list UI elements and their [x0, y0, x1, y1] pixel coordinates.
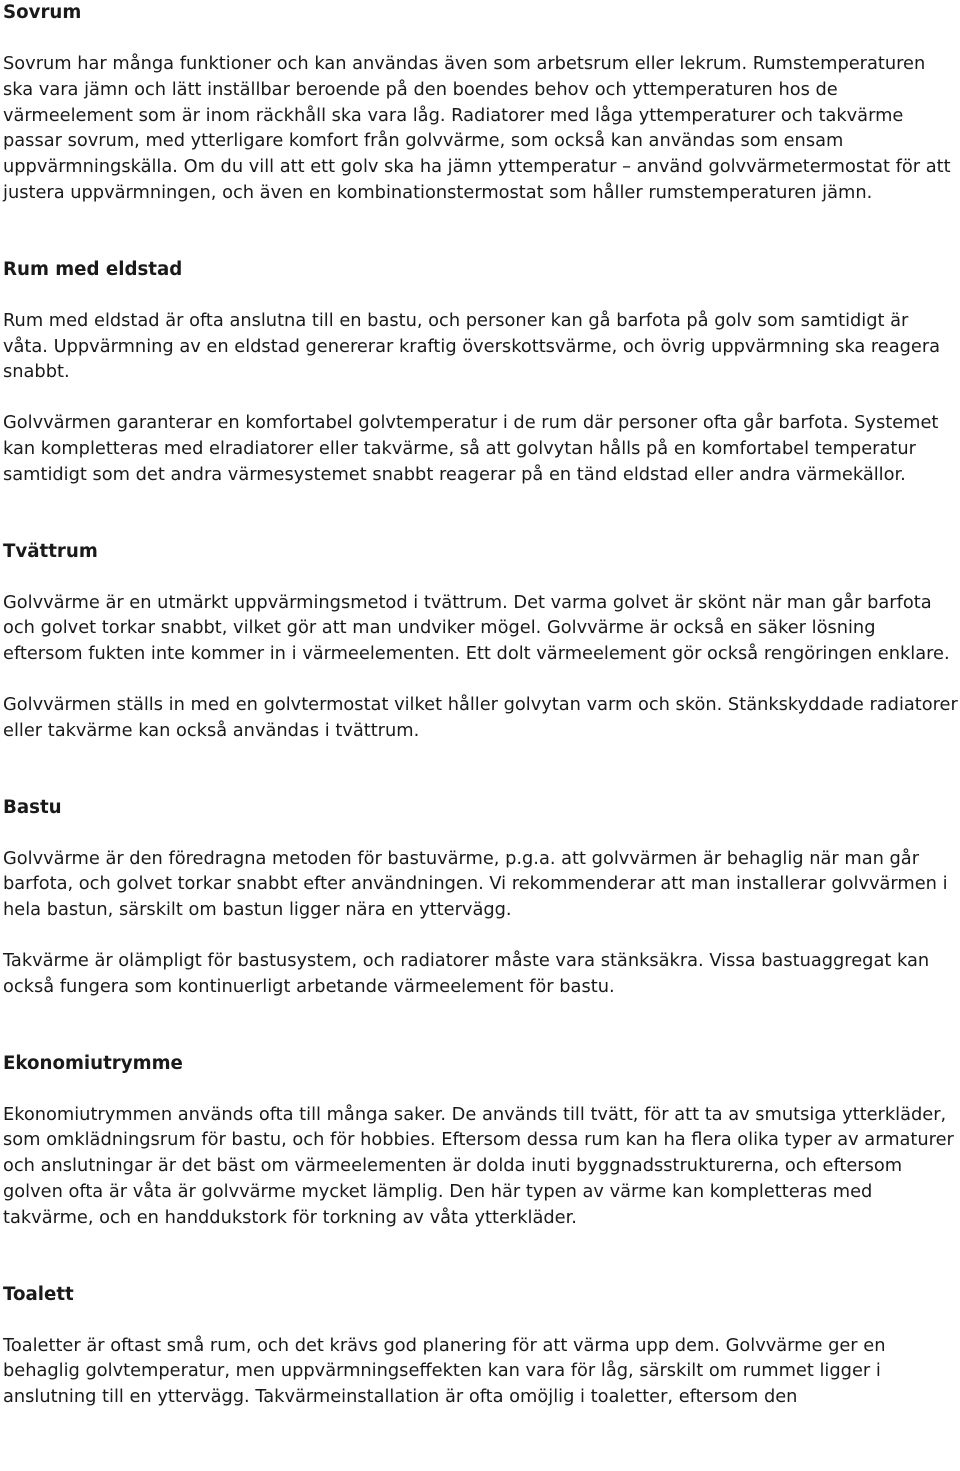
paragraph-eldstad-2: Golvvärmen garanterar en komfortabel golvtemperatur i de rum där personer ofta går barfota. Systemet kan kompletteras med elradiatorer eller takvärme, så att golvytan hålls på en komfortabel temperatur samtidigt som det andra värmesystemet snabbt reagerar på en tänd eldstad eller andra värmekällor. — [3, 412, 939, 485]
heading-sovrum: Sovrum — [3, 2, 82, 23]
paragraph-ekonomiutrymme: Ekonomiutrymmen används ofta till många saker. De används till tvätt, för att ta av smutsiga ytterkläder, som omklädningsrum för bastu, och för hobbies. Eftersom dessa rum kan ha flera olika typer av armaturer och anslutningar är det bäst om värmeelementen är dolda inuti byggnadsstrukturerna, och eftersom golven ofta är våta är golvvärme mycket lämplig. Den här typen av värme kan kompletteras med takvärme, och en handdukstork för torkning av våta ytterkläder. — [3, 1103, 954, 1228]
heading-bastu: Bastu — [3, 796, 62, 818]
paragraph-tvattrum-2: Golvvärmen ställs in med en golvtermostat vilket håller golvytan varm och skön. Stänkskyddade radiatorer eller takvärme kan också användas i tvättrum. — [3, 693, 958, 741]
paragraph-eldstad-1: Rum med eldstad är ofta anslutna till en bastu, och personer kan gå barfota på golv som samtidigt är våta. Uppvärmning av en eldstad genererar kraftig överskottsvärme, och övrig uppvärmning ska reagera snabbt. — [3, 309, 941, 383]
heading-toalett: Toalett — [3, 1283, 74, 1305]
paragraph-bastu-1: Golvvärme är den föredragna metoden för bastuvärme, p.g.a. att golvvärmen är behaglig när man går barfota, och golvet torkar snabbt efter användningen. Vi rekommenderar att man installerar golvvärmen i hela bastun, särskilt om bastun ligger nära en yttervägg. — [3, 847, 948, 921]
paragraph-tvattrum-1: Golvvärme är en utmärkt uppvärmingsmetod i tvättrum. Det varma golvet är skönt när man går barfota och golvet torkar snabbt, vilket gör att man undviker mögel. Golvvärme är också en säker lösning eftersom fukten inte kommer in i värmeelementen. Ett dolt värmeelement gör också rengöringen enklare. — [3, 591, 950, 665]
heading-rum-med-eldstad: Rum med eldstad — [3, 258, 183, 280]
paragraph-bastu-2: Takvärme är olämpligt för bastusystem, och radiatorer måste vara stänksäkra. Vissa bastuaggregat kan också fungera som kontinuerligt arbetande värmeelement för bastu. — [3, 949, 930, 997]
paragraph-toalett: Toaletter är oftast små rum, och det krävs god planering för att värma upp dem. Golvvärme ger en behaglig golvtemperatur, men uppvärmningseffekten kan vara för låg, särskilt om rummet ligger i anslutning till en yttervägg. Takvärmeinstallation är ofta omöjlig i toaletter, eftersom den — [3, 1334, 886, 1408]
heading-ekonomiutrymme: Ekonomiutrymme — [3, 1052, 183, 1074]
paragraph-sovrum: Sovrum har många funktioner och kan användas även som arbetsrum eller lekrum. Rumstemperaturen ska vara jämn och lätt inställbar beroende på den boendes behov och yttemperaturen hos de värmeelement som är inom räckhåll ska vara låg. Radiatorer med låga yttemperaturer och takvärme passar sovrum, med ytterligare komfort från golvvärme, som också kan användas som ensam uppvärmningskälla. Om du vill att ett golv ska ha jämn yttemperatur – använd golvvärmetermostat för att justera uppvärmningen, och även en kombinationstermostat som håller rumstemperaturen jämn. — [3, 53, 951, 203]
heading-tvattrum: Tvättrum — [3, 540, 98, 562]
